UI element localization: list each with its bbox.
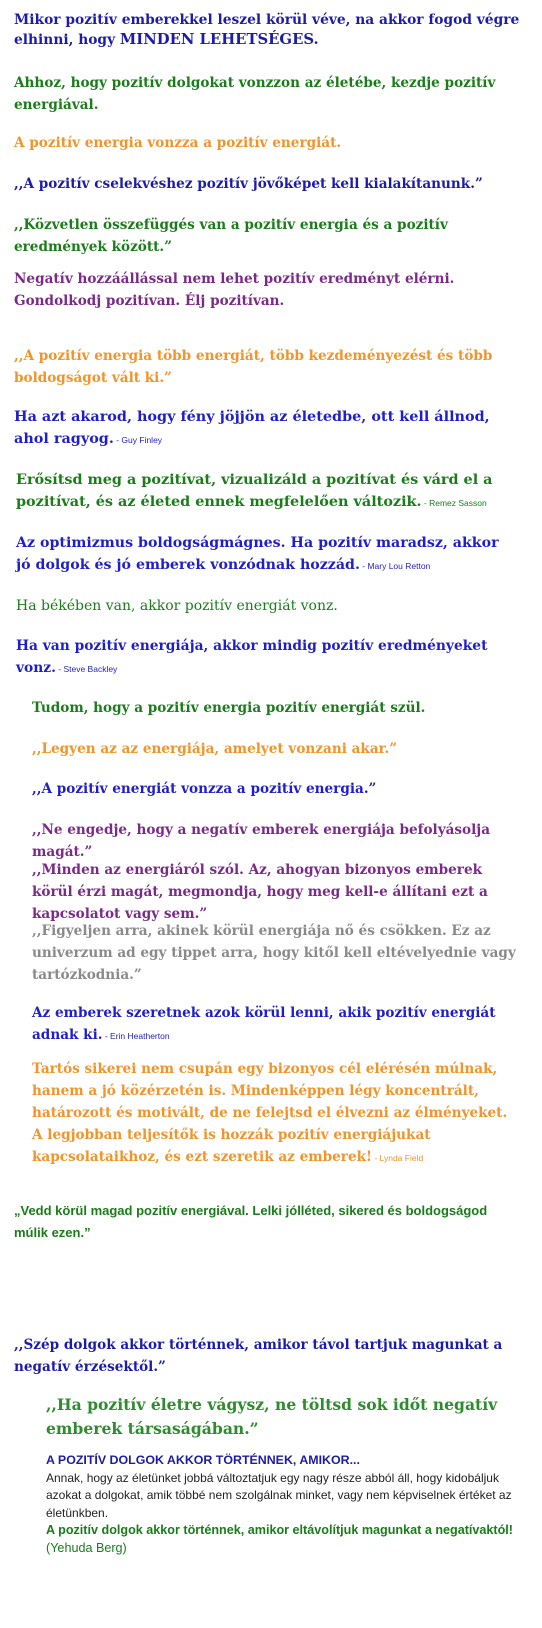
quote-24 bbox=[46, 1452, 522, 1557]
quote-16 bbox=[32, 819, 522, 863]
quote-3 bbox=[14, 132, 524, 154]
quote-24-body: Annak, hogy az életünket jobbá változtatjuk egy nagy része abból áll, hogy kidobáljuk azokat a dolgokat, amik többé nem szolgálnak minket, vagy nem képviselnek értéket az életünkben. bbox=[46, 1470, 512, 1520]
quote-21 bbox=[14, 1200, 524, 1244]
quote-2 bbox=[14, 72, 514, 116]
quote-8-author: - Guy Finley bbox=[113, 435, 163, 445]
quote-20 bbox=[32, 1058, 524, 1169]
quote-12 bbox=[16, 635, 516, 680]
quote-22 bbox=[14, 1334, 524, 1378]
quote-5 bbox=[14, 214, 524, 258]
quote-19-text: Az emberek szeretnek azok körül lenni, akik pozitív energiát adnak ki. bbox=[32, 1005, 496, 1043]
quote-11 bbox=[16, 595, 516, 617]
quote-14 bbox=[32, 738, 522, 760]
quote-18-text: ,,Figyeljen arra, akinek körül energiája nő és csökken. Ez az univerzum ad egy tippet arra, hogy kitől kell eltévelyednie vagy tartózkodnia.” bbox=[32, 923, 516, 983]
quote-12-text: Ha van pozitív energiája, akkor mindig pozitív eredményeket vonz. bbox=[16, 638, 488, 676]
quote-10-text: Az optimizmus boldogságmágnes. Ha pozitív maradsz, akkor jó dolgok és jó emberek vonzódnak hozzád. bbox=[16, 535, 499, 573]
quote-4 bbox=[14, 173, 524, 195]
quote-17-text: ,,Minden az energiáról szól. Az, ahogyan bizonyos emberek körül érzi magát, megmondja, hogy meg kell-e állítani ezt a kapcsolatot vagy sem.” bbox=[32, 862, 488, 922]
quote-6 bbox=[14, 268, 524, 312]
quote-7 bbox=[14, 345, 514, 389]
quote-24-heading: A POZITÍV DOLGOK AKKOR TÖRTÉNNEK, AMIKOR... bbox=[46, 1453, 360, 1467]
quote-20-author: - Lynda Field bbox=[372, 1153, 424, 1163]
quote-11-text: Ha békében van, akkor pozitív energiát vonz. bbox=[16, 598, 338, 614]
quote-6-line-1: Negatív hozzáállással nem lehet pozitív eredményt elérni. bbox=[14, 271, 455, 287]
quote-10 bbox=[16, 532, 516, 577]
quote-16-text: ,,Ne engedje, hogy a negatív emberek energiája befolyásolja magát.” bbox=[32, 822, 491, 860]
quote-14-text: ,,Legyen az az energiája, amelyet vonzani akar.” bbox=[32, 741, 398, 757]
quote-15-text: ,,A pozitív energiát vonzza a pozitív energia.” bbox=[32, 781, 377, 797]
quote-10-author: - Mary Lou Retton bbox=[359, 561, 431, 571]
quote-9-author: - Remez Sasson bbox=[421, 498, 487, 508]
quote-18 bbox=[32, 920, 522, 986]
quote-7-text: ,,A pozitív energia több energiát, több kezdeményezést és több boldogságot vált ki.” bbox=[14, 348, 493, 386]
quote-3-text: A pozitív energia vonzza a pozitív energiát. bbox=[14, 135, 342, 151]
quote-21-text: „Vedd körül magad pozitív energiával. Lelki jólléted, sikered és boldogságod múlik ezen.” bbox=[14, 1203, 488, 1240]
quote-13 bbox=[32, 697, 522, 719]
quote-8-text: Ha azt akarod, hogy fény jöjjön az életedbe, ott kell állnod, ahol ragyog. bbox=[14, 408, 490, 447]
quote-17 bbox=[32, 859, 524, 925]
quote-19 bbox=[32, 1002, 522, 1047]
quote-1-emphasis: MINDEN LEHETSÉGES. bbox=[119, 31, 319, 48]
quote-19-author: - Erin Heatherton bbox=[102, 1031, 170, 1041]
quote-6-line-2: Gondolkodj pozitívan. Élj pozitívan. bbox=[14, 293, 285, 309]
quote-24-author: (Yehuda Berg) bbox=[46, 1540, 127, 1555]
quote-13-text: Tudom, hogy a pozitív energia pozitív energiát szül. bbox=[32, 700, 426, 716]
quote-12-author: - Steve Backley bbox=[55, 664, 118, 674]
quote-23-text: ,,Ha pozitív életre vágysz, ne töltsd sok időt negatív emberek társaságában.” bbox=[46, 1395, 498, 1438]
quote-8 bbox=[14, 406, 514, 451]
quote-23 bbox=[46, 1393, 522, 1441]
quote-4-text: ,,A pozitív cselekvéshez pozitív jövőképet kell kialakítanunk.” bbox=[14, 176, 483, 192]
quote-20-text: Tartós sikerei nem csupán egy bizonyos cél elérésén múlnak, hanem a jó közérzetén is. Mindenképpen légy koncentrált, határozott és motivált, de ne felejtsd el élvezni az élményeket. bbox=[32, 1061, 508, 1121]
quote-9-text: Erősítsd meg a pozitívat, vizualizáld a pozitívat és várd el a pozitívat, és az életed ennek megfelelően változik. bbox=[16, 471, 493, 510]
quote-1-text: Mikor pozitív emberekkel leszel körül véve, na akkor fogod végre elhinni, hogy bbox=[14, 12, 520, 48]
quote-1 bbox=[14, 10, 524, 50]
quote-24-closing: A pozitív dolgok akkor történnek, amikor eltávolítjuk magunkat a negatívaktól! bbox=[46, 1523, 514, 1537]
quote-2-text: Ahhoz, hogy pozitív dolgokat vonzzon az életébe, kezdje pozitív energiával. bbox=[14, 75, 496, 113]
quote-5-text: ,,Közvetlen összefüggés van a pozitív energia és a pozitív eredmények között.” bbox=[14, 217, 448, 255]
quote-22-text: ,,Szép dolgok akkor történnek, amikor távol tartjuk magunkat a negatív érzésektől.” bbox=[14, 1337, 503, 1375]
quote-20-text-2: A legjobban teljesítők is hozzák pozitív energiájukat kapcsolataikhoz, és ezt szeretik az emberek! bbox=[32, 1127, 431, 1165]
quote-9 bbox=[16, 469, 516, 514]
quote-24-closing-wrap bbox=[46, 1522, 522, 1557]
quote-15 bbox=[32, 778, 522, 800]
